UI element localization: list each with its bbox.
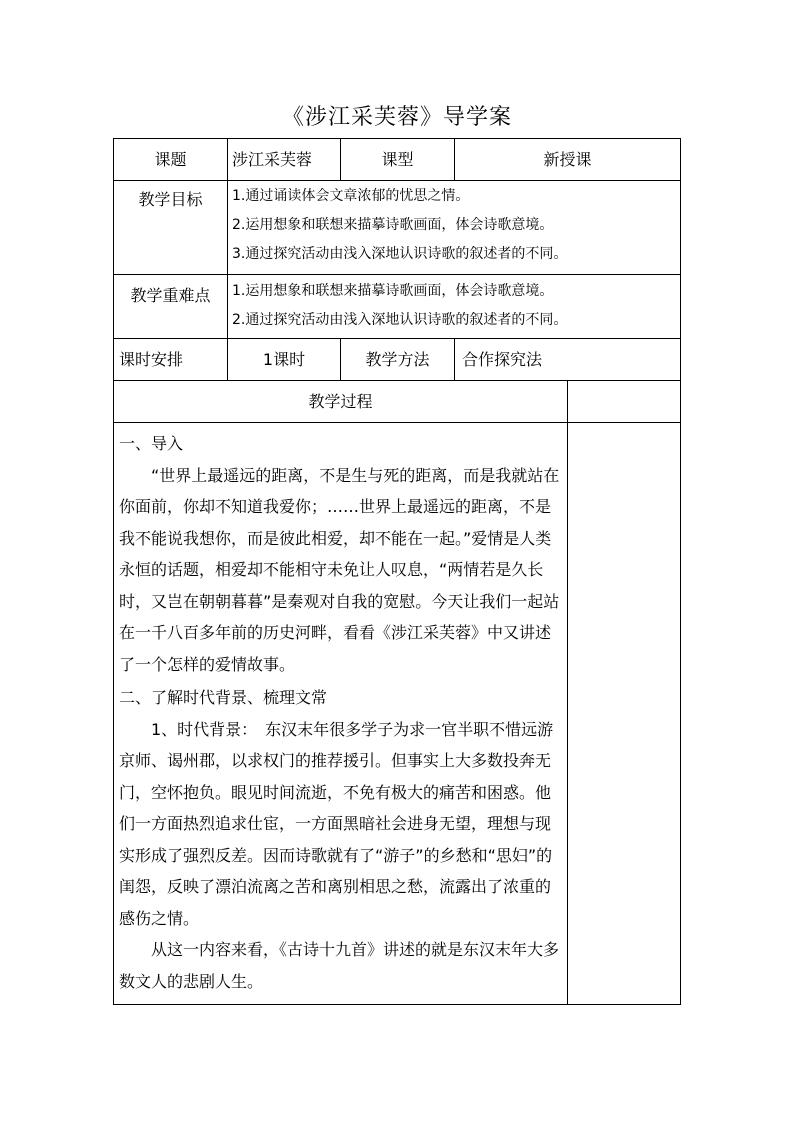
objective-item: 2.运用想象和联想来描摹诗歌画面，体会诗歌意境。 (232, 217, 554, 233)
objectives-label: 教学目标 (138, 190, 203, 209)
time-label: 课时安排 (119, 349, 184, 369)
difficulty-item: 2.通过探究活动由浅入深地认识诗歌的叙述者的不同。 (232, 312, 568, 328)
topic-label: 课题 (154, 149, 187, 169)
section-heading: 二、了解时代背景、梳理文常 (119, 688, 328, 707)
difficulties-label: 教学重难点 (130, 286, 211, 305)
type-label: 课型 (381, 149, 414, 169)
section-paragraph: 从这一内容来看，《古诗十九首》讲述的就是东汉末年大多数文人的悲剧人生。 (119, 940, 560, 991)
time-value: 1课时 (262, 349, 306, 369)
section-paragraph: “世界上最遥远的距离，不是生与死的距离，而是我就站在你面前，你却不知道我爱你；……世界上最遥远的距离，不是我不能说我想你，而是彼此相爱，却不能在一起。”爱情是人类永恒的话题，相爱却不能相守未免让人叹息，“两情若是久长时，又岂在朝朝暮暮”是秦观对自我的宽慰。今天让我们一起站在一千八百多年前的历史河畔，看看《涉江采芙蓉》中又讲述了一个怎样的爱情故事。 (119, 465, 560, 674)
topic-value: 涉江采芙蓉 (232, 149, 313, 169)
section-paragraph: 1、时代背景： 东汉末年很多学子为求一官半职不惜远游京师、谒州郡，以求权门的推荐援引。但事实上大多数投奔无门，空怀抱负。眼见时间流逝，不免有极大的痛苦和困惑。他们一方面热烈追求仕宦，一方面黑暗社会进身无望，理想与现实形成了强烈反差。因而诗歌就有了“游子”的乡愁和“思妇”的闺怨，反映了漂泊流离之苦和离别相思之愁，流露出了浓重的感伤之情。 (119, 719, 554, 928)
method-value: 合作探究法 (462, 349, 543, 369)
type-value: 新授课 (543, 149, 592, 169)
difficulties-list (232, 281, 677, 339)
page-title: 《涉江采芙蓉》导学案 (281, 105, 512, 130)
objective-item: 1.通过诵读体会文章浓郁的忧思之情。 (232, 188, 470, 204)
section-heading: 一、导入 (119, 434, 184, 453)
method-label: 教学方法 (365, 349, 430, 369)
objective-item: 3.通过探究活动由浅入深地认识诗歌的叙述者的不同。 (232, 246, 568, 262)
objectives-list (232, 186, 677, 273)
process-content (119, 428, 562, 997)
difficulty-item: 1.运用想象和联想来描摹诗歌画面，体会诗歌意境。 (232, 283, 554, 299)
process-label: 教学过程 (308, 391, 373, 411)
